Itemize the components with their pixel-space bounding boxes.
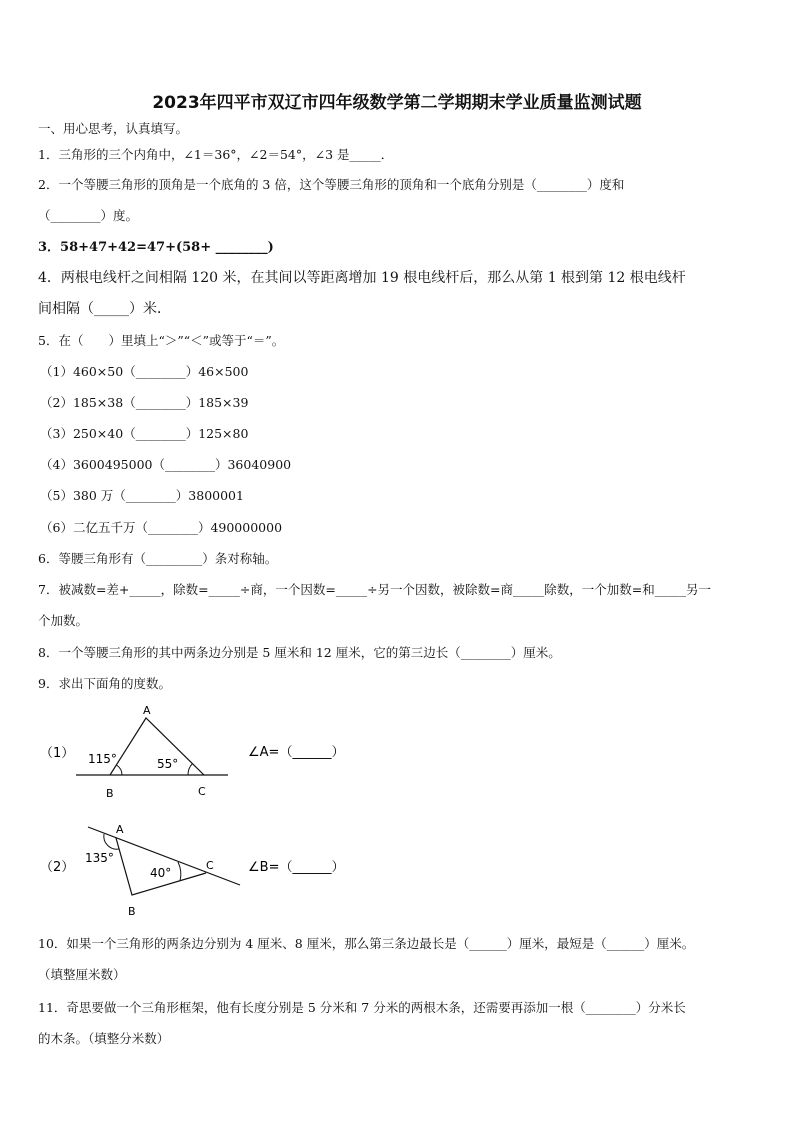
part-2-angle-40: 40° (150, 866, 172, 880)
part-1-vertex-b: B (106, 787, 114, 800)
question-5-item: （3）250×40（________）125×80 (40, 426, 249, 441)
part-2-answer: ∠B=（______） (248, 860, 345, 875)
question-7-line-1: 7．被减数=差+_____，除数=_____÷商，一个因数=_____÷另一个因数，被除数=商_____除数，一个加数=和_____另一 (38, 582, 711, 597)
question-7-line-2: 个加数。 (38, 613, 89, 628)
question-9: 9．求出下面角的度数。 (38, 676, 171, 691)
part-1-angle-115: 115° (88, 752, 117, 766)
part-1-vertex-c: C (198, 785, 206, 798)
question-5-item: （4）3600495000（________）36040900 (40, 457, 292, 472)
part-1-angle-55: 55° (157, 757, 179, 771)
question-5-item: （5）380 万（________）3800001 (40, 488, 244, 503)
part-1-vertex-a: A (143, 704, 151, 717)
question-5-item: （1）460×50（________）46×500 (40, 364, 249, 379)
question-2-line-2: （________）度。 (38, 208, 139, 223)
question-4-line-2: 间相隔（_____）米． (38, 301, 171, 317)
question-1: 1．三角形的三个内角中，∠1＝36°，∠2＝54°，∠3 是_____． (38, 147, 394, 162)
question-10-line-2: （填整厘米数） (38, 967, 126, 982)
part-2-vertex-c: C (206, 859, 214, 872)
part-2-vertex-a: A (116, 823, 124, 836)
part-1-label: （1） (40, 746, 75, 761)
question-5-item: （6）二亿五千万（________）490000000 (40, 520, 283, 535)
section-heading: 一、用心思考，认真填写。 (38, 121, 189, 136)
part-2-label: （2） (40, 860, 75, 875)
question-4-line-1: 4．两根电线杆之间相隔 120 米，在其间以等距离增加 19 根电线杆后，那么从第 1 根到第 12 根电线杆 (38, 270, 686, 286)
part-2-angle-arc-c (178, 862, 181, 881)
question-8: 8．一个等腰三角形的其中两条边分别是 5 厘米和 12 厘米，它的第三边长（________）厘米。 (38, 645, 561, 660)
part-1-angle-arc-c (188, 764, 193, 776)
part-1-angle-arc-outside (117, 765, 123, 775)
question-10-line-1: 10．如果一个三角形的两条边分别为 4 厘米、8 厘米，那么第三条边最长是（______）厘米，最短是（______）厘米。 (38, 936, 695, 951)
question-6: 6．等腰三角形有（_________）条对称轴。 (38, 551, 278, 566)
part-2-angle-135: 135° (85, 851, 114, 865)
page-title: 2023年四平市双辽市四年级数学第二学期期末学业质量监测试题 (152, 93, 642, 113)
question-5: 5．在（ ）里填上“＞”“＜”或等于“＝”。 (38, 333, 285, 348)
question-2-line-1: 2．一个等腰三角形的顶角是一个底角的 3 倍，这个等腰三角形的顶角和一个底角分别是（________）度和 (38, 177, 625, 192)
question-3: 3．58+47+42=47+(58+ ________) (38, 240, 274, 255)
question-11-line-1: 11．奇思要做一个三角形框架，他有长度分别是 5 分米和 7 分米的两根木条，还需要再添加一根（________）分米长 (38, 1000, 686, 1015)
part-1-answer: ∠A=（______） (248, 745, 345, 760)
part-2-vertex-b: B (128, 905, 136, 918)
question-5-item: （2）185×38（________）185×39 (40, 395, 249, 410)
question-11-line-2: 的木条。（填整分米数） (38, 1031, 170, 1046)
